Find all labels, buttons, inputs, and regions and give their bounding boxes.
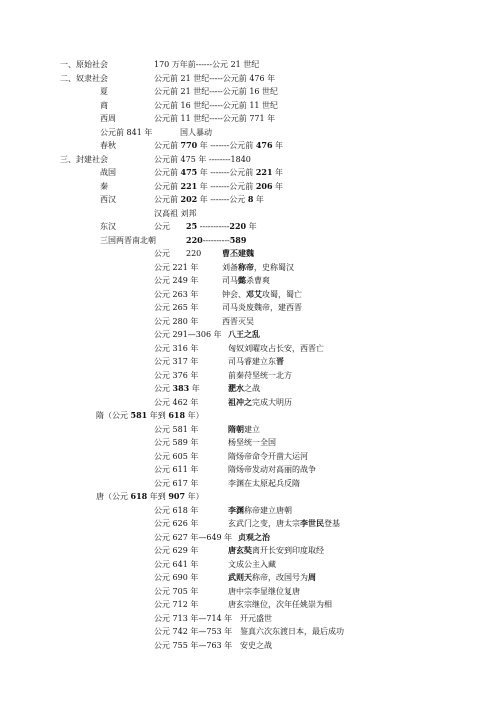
entry-text: 公元前 475 年 --------1840 <box>154 154 251 164</box>
text-segment: ，史称蜀汉 <box>254 262 294 272</box>
timeline-line <box>0 517 500 530</box>
timeline-line <box>0 436 500 449</box>
entry-label: 公元 617 年 <box>154 478 199 488</box>
text-segment: 公元前 <box>154 141 181 150</box>
timeline-line <box>0 450 500 463</box>
timeline-line <box>0 544 500 557</box>
entry-label <box>96 490 204 503</box>
text-segment: 建立 <box>244 424 260 434</box>
text-segment: 之战 <box>244 384 260 393</box>
entry-label: 一、原始社会 <box>60 60 108 69</box>
entry-text <box>228 504 292 517</box>
text-segment: 称帝，改国号为 <box>252 573 308 582</box>
timeline-line <box>0 585 500 598</box>
text-segment: 攻蜀，蜀亡 <box>262 289 302 299</box>
entry-text <box>186 234 246 247</box>
text-segment: 玄武门之变，唐太宗 <box>228 519 300 528</box>
timeline-line <box>0 85 500 98</box>
bold-text: 武则天 <box>228 572 252 582</box>
entry-text: 唐玄宗继位，次年任姚崇为相 <box>228 600 332 609</box>
entry-label: 公元 629 年 <box>154 546 199 555</box>
bold-text: 隋朝 <box>228 423 244 434</box>
text-segment: 年 <box>272 181 284 191</box>
text-segment: 公元前 <box>154 181 181 191</box>
text-segment: 年） <box>185 411 204 420</box>
timeline-line <box>0 382 500 395</box>
text-segment: 司马睿建立东 <box>228 357 276 366</box>
entry-label: 三国两晋南北朝 <box>100 235 156 245</box>
text-segment: 公元前 <box>154 168 181 177</box>
entry-text <box>228 571 316 584</box>
entry-label: 公元 755 年—763 年 <box>154 640 233 650</box>
entry-text <box>186 220 257 233</box>
bold-text: 懿 <box>238 275 246 285</box>
entry-text <box>228 382 260 395</box>
entry-text: 公元前 16 世纪-----公元前 11 世纪 <box>154 100 279 110</box>
entry-label: 公元 581 年 <box>154 424 199 434</box>
text-segment: 公元前 <box>154 195 181 204</box>
bold-text: 周 <box>308 572 316 582</box>
entry-label: 公元 249 年 <box>154 276 199 285</box>
entry-label: 公元 627 年—649 年 <box>154 532 233 542</box>
entry-label: 公元 705 年 <box>154 586 199 596</box>
text-segment: 年） <box>185 492 204 501</box>
entry-text <box>222 261 294 274</box>
timeline-line <box>0 153 500 166</box>
entry-label: 公元 618 年 <box>154 505 199 515</box>
entry-label: 公元 626 年 <box>154 519 199 528</box>
timeline-line <box>0 504 500 517</box>
bold-text: 25 <box>186 221 198 231</box>
bold-text: 475 <box>180 167 198 177</box>
timeline-line <box>0 463 500 476</box>
text-segment: 公元 <box>154 384 173 393</box>
entry-text: 李渊在太原起兵反隋 <box>228 478 300 488</box>
timeline-line <box>0 598 500 611</box>
bold-text: 770 <box>180 140 198 150</box>
timeline-line <box>0 342 500 355</box>
text-segment: 完成大明历 <box>252 397 292 407</box>
timeline-line <box>0 112 500 125</box>
entry-label: 公元 221 年 <box>154 262 199 272</box>
bold-text: 祖冲之 <box>228 396 252 407</box>
text-segment: 年 -------公元前 <box>197 181 256 191</box>
bold-text: 8 <box>247 194 254 204</box>
bold-text: 618 <box>130 491 148 501</box>
entry-text: 公元 <box>154 222 170 231</box>
entry-text: 文成公主入藏 <box>228 559 276 569</box>
bold-text: 221 <box>255 167 273 177</box>
timeline-line <box>0 369 500 382</box>
timeline-line <box>0 234 500 247</box>
entry-label: 公元 462 年 <box>154 397 199 407</box>
entry-label: 公元 376 年 <box>154 370 199 380</box>
bold-text: 李世民 <box>300 518 324 528</box>
text-segment: 年 <box>246 222 257 231</box>
timeline-line <box>0 328 500 341</box>
bold-text: 476 <box>255 140 273 150</box>
entry-label: 公元 316 年 <box>154 343 199 353</box>
entry-text: 国人暴动 <box>180 127 212 137</box>
entry-text: 匈奴刘曜攻占长安，西晋亡 <box>228 343 324 353</box>
text-segment: 杀曹爽 <box>246 276 270 285</box>
entry-label: 夏 <box>100 87 108 96</box>
bold-text: 晋 <box>276 356 284 366</box>
text-segment: 离开长安到印度取经 <box>252 546 324 555</box>
entry-label <box>96 409 204 422</box>
entry-label: 公元 605 年 <box>154 451 199 461</box>
timeline-line <box>0 72 500 85</box>
timeline-line <box>0 355 500 368</box>
text-segment: ----------- <box>197 222 230 231</box>
entry-label: 公元前 841 年 <box>100 127 153 137</box>
text-segment: 刘备 <box>222 262 238 272</box>
timeline-line <box>0 558 500 571</box>
bold-text: 907 <box>168 491 186 501</box>
timeline-line <box>0 301 500 314</box>
entry-text <box>228 396 292 409</box>
bold-text: 202 <box>180 194 198 204</box>
entry-label: 公元 280 年 <box>154 316 199 326</box>
text-segment: 唐（公元 <box>96 492 131 501</box>
entry-text <box>228 355 284 368</box>
timeline-line <box>0 423 500 436</box>
timeline-line <box>0 409 500 422</box>
entry-label: 公元 690 年 <box>154 573 199 582</box>
entry-label: 公元 589 年 <box>154 438 199 447</box>
bold-text: 李渊 <box>228 504 244 515</box>
text-segment: 称帝建立唐朝 <box>244 505 292 515</box>
entry-label: 东汉 <box>100 222 116 231</box>
bold-text: 淝水 <box>228 383 244 393</box>
entry-text: 隋炀帝发动对高丽的战争 <box>228 465 316 474</box>
entry-label: 公元 263 年 <box>154 289 199 299</box>
entry-text: 前秦苻坚统一北方 <box>228 370 292 380</box>
text-segment: 钟会、 <box>222 289 246 299</box>
entry-label: 公元 <box>154 249 170 258</box>
entry-text: 公元前 11 世纪-----公元前 771 年 <box>154 114 276 123</box>
entry-label: 西周 <box>100 114 116 123</box>
timeline-line <box>0 274 500 287</box>
entry-text: 唐中宗李显继位复唐 <box>228 586 300 596</box>
entry-label: 公元 712 年 <box>154 600 199 609</box>
text-segment: 年 -------公元 <box>197 195 248 204</box>
entry-text <box>154 139 283 152</box>
timeline-line <box>0 396 500 409</box>
bold-text: 206 <box>255 180 273 191</box>
timeline-line <box>0 288 500 301</box>
entry-text <box>154 193 264 206</box>
timeline-line <box>0 139 500 152</box>
entry-label: 二、奴隶社会 <box>60 73 108 83</box>
entry-text: 安史之战 <box>240 640 272 650</box>
entry-text: 220 <box>186 249 202 258</box>
entry-label: 春秋 <box>100 141 116 150</box>
entry-text <box>228 544 324 557</box>
entry-text: 公元前 21 世纪-----公元前 16 世纪 <box>154 87 279 96</box>
entry-text: 西晋灭吴 <box>222 316 254 326</box>
entry-text <box>228 423 260 436</box>
bold-text: 220 <box>186 234 203 245</box>
entry-text: 曹丕建魏 <box>222 248 254 258</box>
timeline-line <box>0 207 500 220</box>
entry-text: 隋炀帝命令开凿大运河 <box>228 451 308 461</box>
timeline-line <box>0 126 500 139</box>
entry-text: 鉴真六次东渡日本，最后成功 <box>240 627 344 636</box>
entry-label: 战国 <box>100 168 116 177</box>
entry-label: 秦 <box>100 181 108 191</box>
text-segment: 年 <box>272 168 284 177</box>
timeline-line <box>0 220 500 233</box>
entry-text <box>222 274 270 287</box>
bold-text: 383 <box>172 383 190 393</box>
bold-text: 称帝 <box>238 261 254 272</box>
entry-label: 公元 641 年 <box>154 559 199 569</box>
entry-label: 西汉 <box>100 195 116 204</box>
bold-text: 邓艾 <box>246 288 262 299</box>
timeline-line <box>0 58 500 71</box>
entry-text: 贞观之治 <box>238 531 270 542</box>
entry-label: 公元 317 年 <box>154 357 199 366</box>
timeline-line <box>0 315 500 328</box>
bold-text: 220 <box>229 221 247 231</box>
entry-label: 公元 611 年 <box>154 465 199 474</box>
entry-label: 商 <box>100 100 108 110</box>
bold-text: 唐玄奘 <box>228 545 252 555</box>
text-segment: 年到 <box>147 411 169 420</box>
text-segment: 登基 <box>324 519 340 528</box>
timeline-line <box>0 625 500 638</box>
text-segment: 年到 <box>147 492 169 501</box>
timeline-line <box>0 477 500 490</box>
timeline-line <box>0 490 500 503</box>
text-segment: 年 <box>272 141 284 150</box>
entry-label <box>154 382 200 395</box>
entry-text: 司马炎废魏帝，建西晋 <box>222 303 302 312</box>
timeline-line <box>0 571 500 584</box>
bold-text: 618 <box>168 410 186 420</box>
bold-text: 221 <box>180 180 198 191</box>
entry-text: 八王之乱 <box>228 329 260 339</box>
entry-text: 杨坚统一全国 <box>228 438 276 447</box>
timeline-line <box>0 166 500 179</box>
entry-text <box>222 288 302 301</box>
entry-label: 公元 291—306 年 <box>154 330 222 339</box>
entry-text <box>154 180 283 193</box>
timeline-line <box>0 531 500 544</box>
timeline-line <box>0 261 500 274</box>
timeline-line <box>0 639 500 652</box>
bold-text: 581 <box>130 410 148 420</box>
entry-label: 公元 742 年—753 年 <box>154 627 233 636</box>
entry-label: 公元 713 年—714 年 <box>154 613 233 623</box>
entry-label: 三、封建社会 <box>60 154 108 164</box>
timeline-line <box>0 180 500 193</box>
text-segment: 年 <box>189 384 200 393</box>
bold-text: 589 <box>229 234 247 245</box>
text-segment: 年 -------公元前 <box>197 168 256 177</box>
text-segment: 年 -------公元前 <box>197 141 256 150</box>
entry-text <box>228 517 340 530</box>
entry-text: 公元前 21 世纪-----公元前 476 年 <box>154 73 276 83</box>
text-segment: 隋（公元 <box>96 411 131 420</box>
text-segment: ---------- <box>202 235 230 245</box>
text-segment: 司马 <box>222 276 238 285</box>
timeline-line <box>0 247 500 260</box>
entry-text <box>154 166 283 179</box>
text-segment: 年 <box>253 195 264 204</box>
entry-label: 公元 265 年 <box>154 303 199 312</box>
timeline-line <box>0 193 500 206</box>
entry-text: 开元盛世 <box>240 613 272 623</box>
timeline-line <box>0 612 500 625</box>
entry-label: 汉高祖 刘邦 <box>154 208 197 218</box>
timeline-line <box>0 99 500 112</box>
entry-text: 170 万年前------公元 21 世纪 <box>154 60 260 69</box>
